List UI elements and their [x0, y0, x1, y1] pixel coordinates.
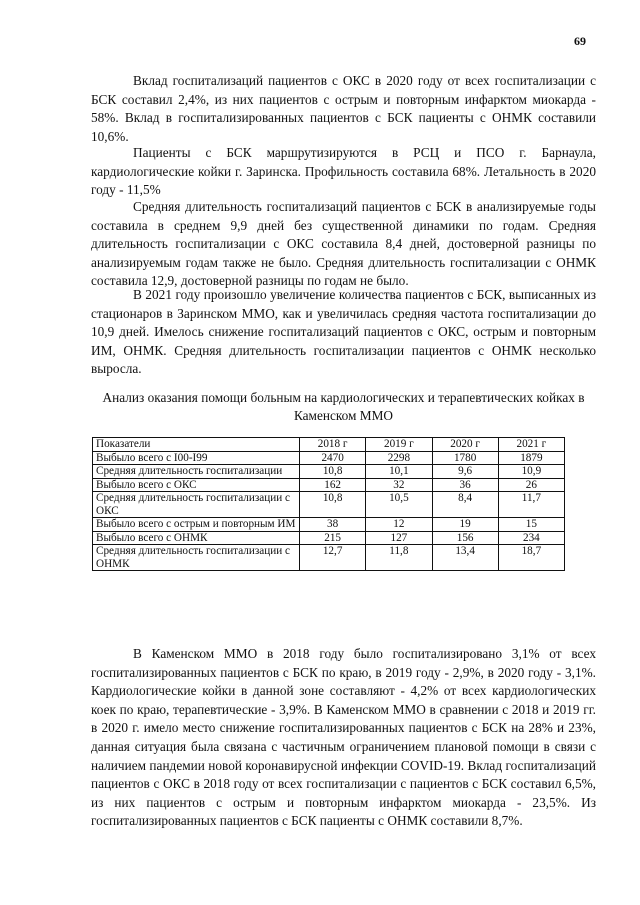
cell-value: 36: [432, 478, 498, 492]
column-header-2021: 2021 г: [498, 438, 564, 452]
cell-value: 2298: [366, 451, 432, 465]
table-row: [93, 531, 565, 545]
cell-value: 12,7: [300, 545, 366, 571]
table-row: [93, 478, 565, 492]
table-row: [93, 465, 565, 479]
cell-value: 13,4: [432, 545, 498, 571]
cell-value: 26: [498, 478, 564, 492]
row-label: Выбыло всего с ОНМК: [93, 531, 300, 545]
cell-value: 10,1: [366, 465, 432, 479]
paragraph-acs-contribution-2020: Вклад госпитализаций пациентов с ОКС в 2020 году от всех госпитализации с БСК составил 2,4%, из них пациентов с острым и повторным инфарктом миокарда - 58%. Вклад в госпитализированных пациентов с БСК пациенты с ОНМК составили 10,6%.: [91, 73, 596, 144]
table-title: Анализ оказания помощи больным на кардиологических и терапевтических койках в Каменском ММО: [102, 390, 585, 423]
cell-value: 10,5: [366, 492, 432, 518]
cell-value: 10,9: [498, 465, 564, 479]
cell-value: 18,7: [498, 545, 564, 571]
cell-value: 12: [366, 518, 432, 532]
row-label: Выбыло всего с острым и повторным ИМ: [93, 518, 300, 532]
row-label: Средняя длительность госпитализации с ОНМК: [93, 545, 300, 571]
cell-value: 15: [498, 518, 564, 532]
statistics-table: [92, 437, 565, 571]
row-label: Выбыло всего с I00-I99: [93, 451, 300, 465]
cell-value: 215: [300, 531, 366, 545]
cell-value: 19: [432, 518, 498, 532]
cell-value: 1879: [498, 451, 564, 465]
column-header-2018: 2018 г: [300, 438, 366, 452]
table-row: [93, 518, 565, 532]
cell-value: 32: [366, 478, 432, 492]
paragraph-2021-changes: В 2021 году произошло увеличение количества пациентов с БСК, выписанных из стационаров в Заринском ММО, как и увеличилась средняя частота госпитализации до 10,9 дней. Имелось снижение госпитализаций пациентов с ОКС, острым и повторным ИМ, ОНМК. Средняя длительность госпитализации пациентов с ОНМК несколько выросла.: [91, 287, 596, 377]
paragraph-kamensk-analysis: В Каменском ММО в 2018 году было госпитализировано 3,1% от всех госпитализированных пациентов с БСК по краю, в 2019 году - 2,9%, в 2020 году - 3,1%. Кардиологические койки в данной зоне составляют - 4,2% от всех кардиологических коек по краю, терапевтические - 3,9%. В Каменском ММО в сравнении с 2018 и 2019 гг. в 2020 г. имело место снижение госпитализированных пациентов с БСК на 28% и 23%, данная ситуация была связана с частичным ограничением плановой помощи в связи с наличием пандемии новой коронавирусной инфекции COVID-19. Вклад госпитализаций пациентов с ОКС в 2018 году от всех госпитализации с пациентов с БСК составил 6,5%, из них пациентов с острым и повторным инфарктом миокарда - 23,5%. Из госпитализированных пациентов с БСК пациенты с ОНМК составили 8,7%.: [91, 646, 596, 829]
column-header-2020: 2020 г: [432, 438, 498, 452]
page-number: 69: [574, 34, 586, 48]
table-row: [93, 492, 565, 518]
table-header-row: [93, 438, 565, 452]
cell-value: 8,4: [432, 492, 498, 518]
paragraph-hospitalization-duration: Средняя длительность госпитализаций пациентов с БСК в анализируемые годы составила в среднем 9,9 дней без существенной динамики по годам. Средняя длительность госпитализации с ОКС составила 8,4 дней, достоверной разницы по анализируемым годам также не было. Средняя длительность госпитализации с ОНМК составила 12,9, достоверной разницы по годам не было.: [91, 199, 596, 289]
cell-value: 1780: [432, 451, 498, 465]
cell-value: 11,8: [366, 545, 432, 571]
row-label: Выбыло всего с ОКС: [93, 478, 300, 492]
column-header-2019: 2019 г: [366, 438, 432, 452]
cell-value: 11,7: [498, 492, 564, 518]
cell-value: 38: [300, 518, 366, 532]
cell-value: 234: [498, 531, 564, 545]
cell-value: 10,8: [300, 465, 366, 479]
cell-value: 2470: [300, 451, 366, 465]
table-row: [93, 451, 565, 465]
row-label: Средняя длительность госпитализации с ОКС: [93, 492, 300, 518]
column-header-indicators: Показатели: [93, 438, 300, 452]
row-label: Средняя длительность госпитализации: [93, 465, 300, 479]
cell-value: 162: [300, 478, 366, 492]
paragraph-routing: Пациенты с БСК маршрутизируются в РСЦ и ПСО г. Барнаула, кардиологические койки г. Заринска. Профильность составила 68%. Летальность в 2020 году - 11,5%: [91, 145, 596, 198]
cell-value: 10,8: [300, 492, 366, 518]
table-row: [93, 545, 565, 571]
cell-value: 9,6: [432, 465, 498, 479]
cell-value: 127: [366, 531, 432, 545]
cell-value: 156: [432, 531, 498, 545]
